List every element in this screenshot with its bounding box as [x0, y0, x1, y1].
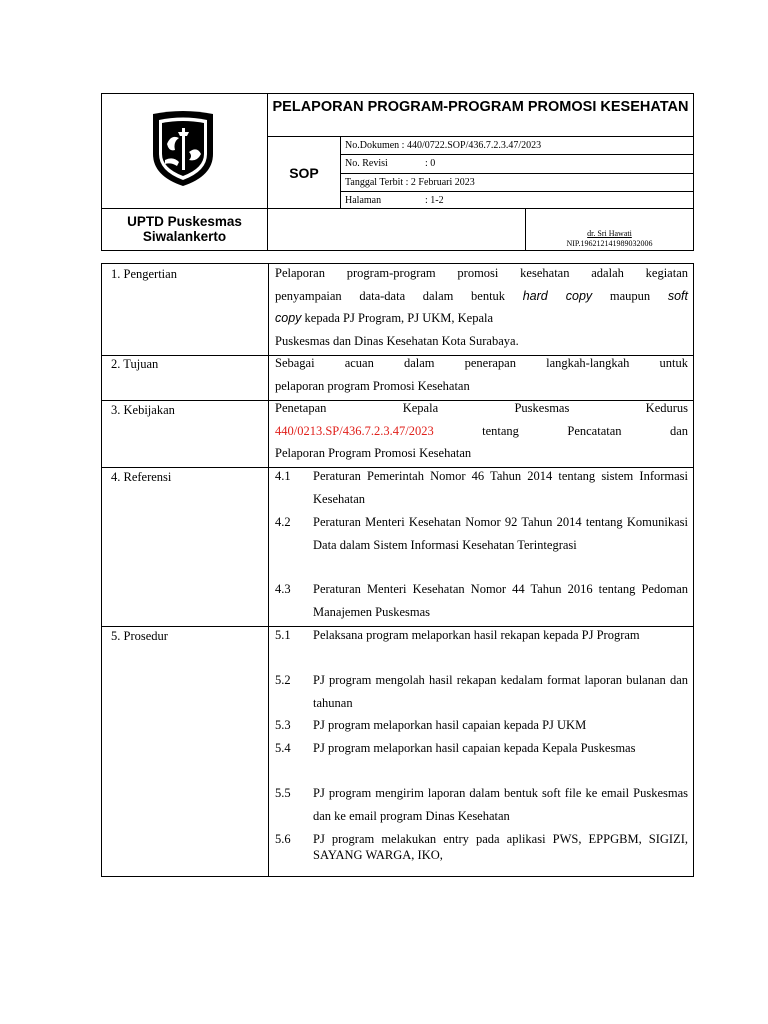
text-line: Pelaporan program-program promosi kesehatan adalah kegiatan — [275, 266, 688, 280]
text-fragment: tentang — [482, 423, 519, 438]
list-item — [275, 714, 688, 737]
meta-label: Halaman — [345, 194, 382, 206]
list-text: PJ program melaporkan hasil capaian kepada PJ UKM — [313, 718, 587, 732]
list-text: Peraturan Pemerintah Nomor 46 Tahun 2014 tentang sistem Informasi Kesehatan — [313, 469, 688, 506]
list-text: PJ program melaporkan hasil capaian kepada Kepala Puskesmas — [313, 741, 636, 755]
list-item — [275, 827, 688, 863]
section-text-pengertian — [275, 262, 688, 352]
text-line: Puskesmas dan Dinas Kesehatan Kota Surabaya. — [275, 333, 519, 348]
section-label-pengertian: 1. Pengertian — [111, 267, 177, 281]
document-title: PELAPORAN PROGRAM-PROGRAM PROMOSI KESEHATAN — [267, 93, 694, 137]
list-text: PJ program mengirim laporan dalam bentuk soft file ke email Puskesmas dan ke email program Dinas Kesehatan — [313, 786, 688, 823]
section-text-tujuan — [275, 352, 688, 397]
blank-cell — [267, 208, 526, 251]
section-label-referensi: 4. Referensi — [111, 470, 172, 484]
meta-value: : 0 — [425, 158, 436, 170]
text-line: pelaporan program Promosi Kesehatan — [275, 378, 470, 393]
sop-label: SOP — [267, 136, 341, 209]
meta-label: Tanggal Terbit — [345, 176, 404, 188]
unit-name — [101, 208, 268, 251]
list-number: 5.3 — [275, 718, 291, 732]
list-item — [275, 669, 688, 714]
list-number: 5.6 — [275, 832, 291, 846]
list-number: 4.3 — [275, 582, 291, 596]
document-meta-table — [340, 136, 694, 209]
text-line — [275, 307, 688, 330]
text-fragment: maupun — [609, 288, 651, 303]
list-number: 4.2 — [275, 515, 291, 529]
text-line: Sebagai acuan dalam penerapan langkah-langkah untuk — [275, 356, 688, 370]
signer-name: dr. Sri Hawati — [587, 229, 632, 238]
text-fragment: Penetapan — [275, 401, 327, 415]
list-item — [275, 465, 688, 510]
text-fragment: Kepala — [402, 401, 439, 415]
city-emblem-logo — [147, 110, 219, 188]
list-item — [275, 782, 688, 827]
list-item — [275, 624, 688, 647]
list-number: 5.5 — [275, 786, 291, 800]
list-text: Peraturan Menteri Kesehatan Nomor 44 Tahun 2016 tentang Pedoman Manajemen Puskesmas — [313, 582, 688, 619]
list-number: 5.4 — [275, 741, 291, 755]
meta-no-dokumen — [341, 137, 693, 155]
list-number: 5.1 — [275, 628, 291, 642]
list-text: Pelaksana program melaporkan hasil rekapan kepada PJ Program — [313, 628, 640, 642]
text-line: Pelaporan Program Promosi Kesehatan — [275, 446, 472, 460]
list-text: PJ program mengolah hasil rekapan kedalam format laporan bulanan dan tahunan — [313, 673, 688, 710]
section-label-prosedur: 5. Prosedur — [111, 629, 168, 643]
list-text: PJ program melakukan entry pada aplikasi PWS, EPPGBM, SIGIZI, SAYANG WARGA, IKO, — [313, 832, 688, 862]
list-text: Peraturan Menteri Kesehatan Nomor 92 Tahun 2014 tentang Komunikasi Data dalam Sistem Informasi Kesehatan Terintegrasi — [313, 515, 688, 552]
list-number: 4.1 — [275, 469, 291, 483]
meta-value: : 1-2 — [425, 194, 444, 206]
text-fragment-italic: soft — [667, 288, 688, 303]
text-line — [275, 420, 688, 443]
meta-label: No.Dokumen — [345, 140, 400, 151]
unit-line-1: UPTD Puskesmas — [127, 214, 242, 229]
text-fragment-italic: hard copy — [522, 288, 593, 303]
text-fragment: Pencatatan — [567, 423, 622, 438]
unit-line-2: Siwalankerto — [142, 229, 227, 244]
meta-tanggal-terbit — [341, 174, 693, 192]
list-number: 5.2 — [275, 673, 291, 687]
list-item — [275, 511, 688, 556]
meta-value: : 2 Februari 2023 — [403, 176, 475, 188]
text-line — [275, 285, 688, 308]
section-label-tujuan: 2. Tujuan — [111, 357, 159, 371]
text-fragment: kepada PJ Program, PJ UKM, Kepala — [304, 311, 494, 325]
signature-cell — [525, 208, 694, 251]
text-fragment: Puskesmas Kedurus — [514, 401, 689, 415]
text-line — [275, 397, 688, 420]
text-fragment-italic: copy — [275, 311, 302, 325]
meta-value: : 440/0722.SOP/436.7.2.3.47/2023 — [399, 140, 542, 151]
list-item — [275, 737, 688, 760]
section-label-kebijakan: 3. Kebijakan — [111, 403, 175, 417]
meta-no-revisi — [341, 155, 693, 173]
text-fragment: penyampaian data-data dalam bentuk — [275, 288, 506, 303]
list-item — [275, 578, 688, 623]
text-fragment: dan — [669, 423, 689, 438]
section-text-kebijakan — [275, 397, 688, 465]
sop-content-table — [101, 263, 694, 877]
policy-number: 440/0213.SP/436.7.2.3.47/2023 — [275, 423, 434, 438]
meta-label: No. Revisi — [345, 158, 388, 170]
signer-nip: NIP.196212141989032006 — [566, 239, 653, 248]
